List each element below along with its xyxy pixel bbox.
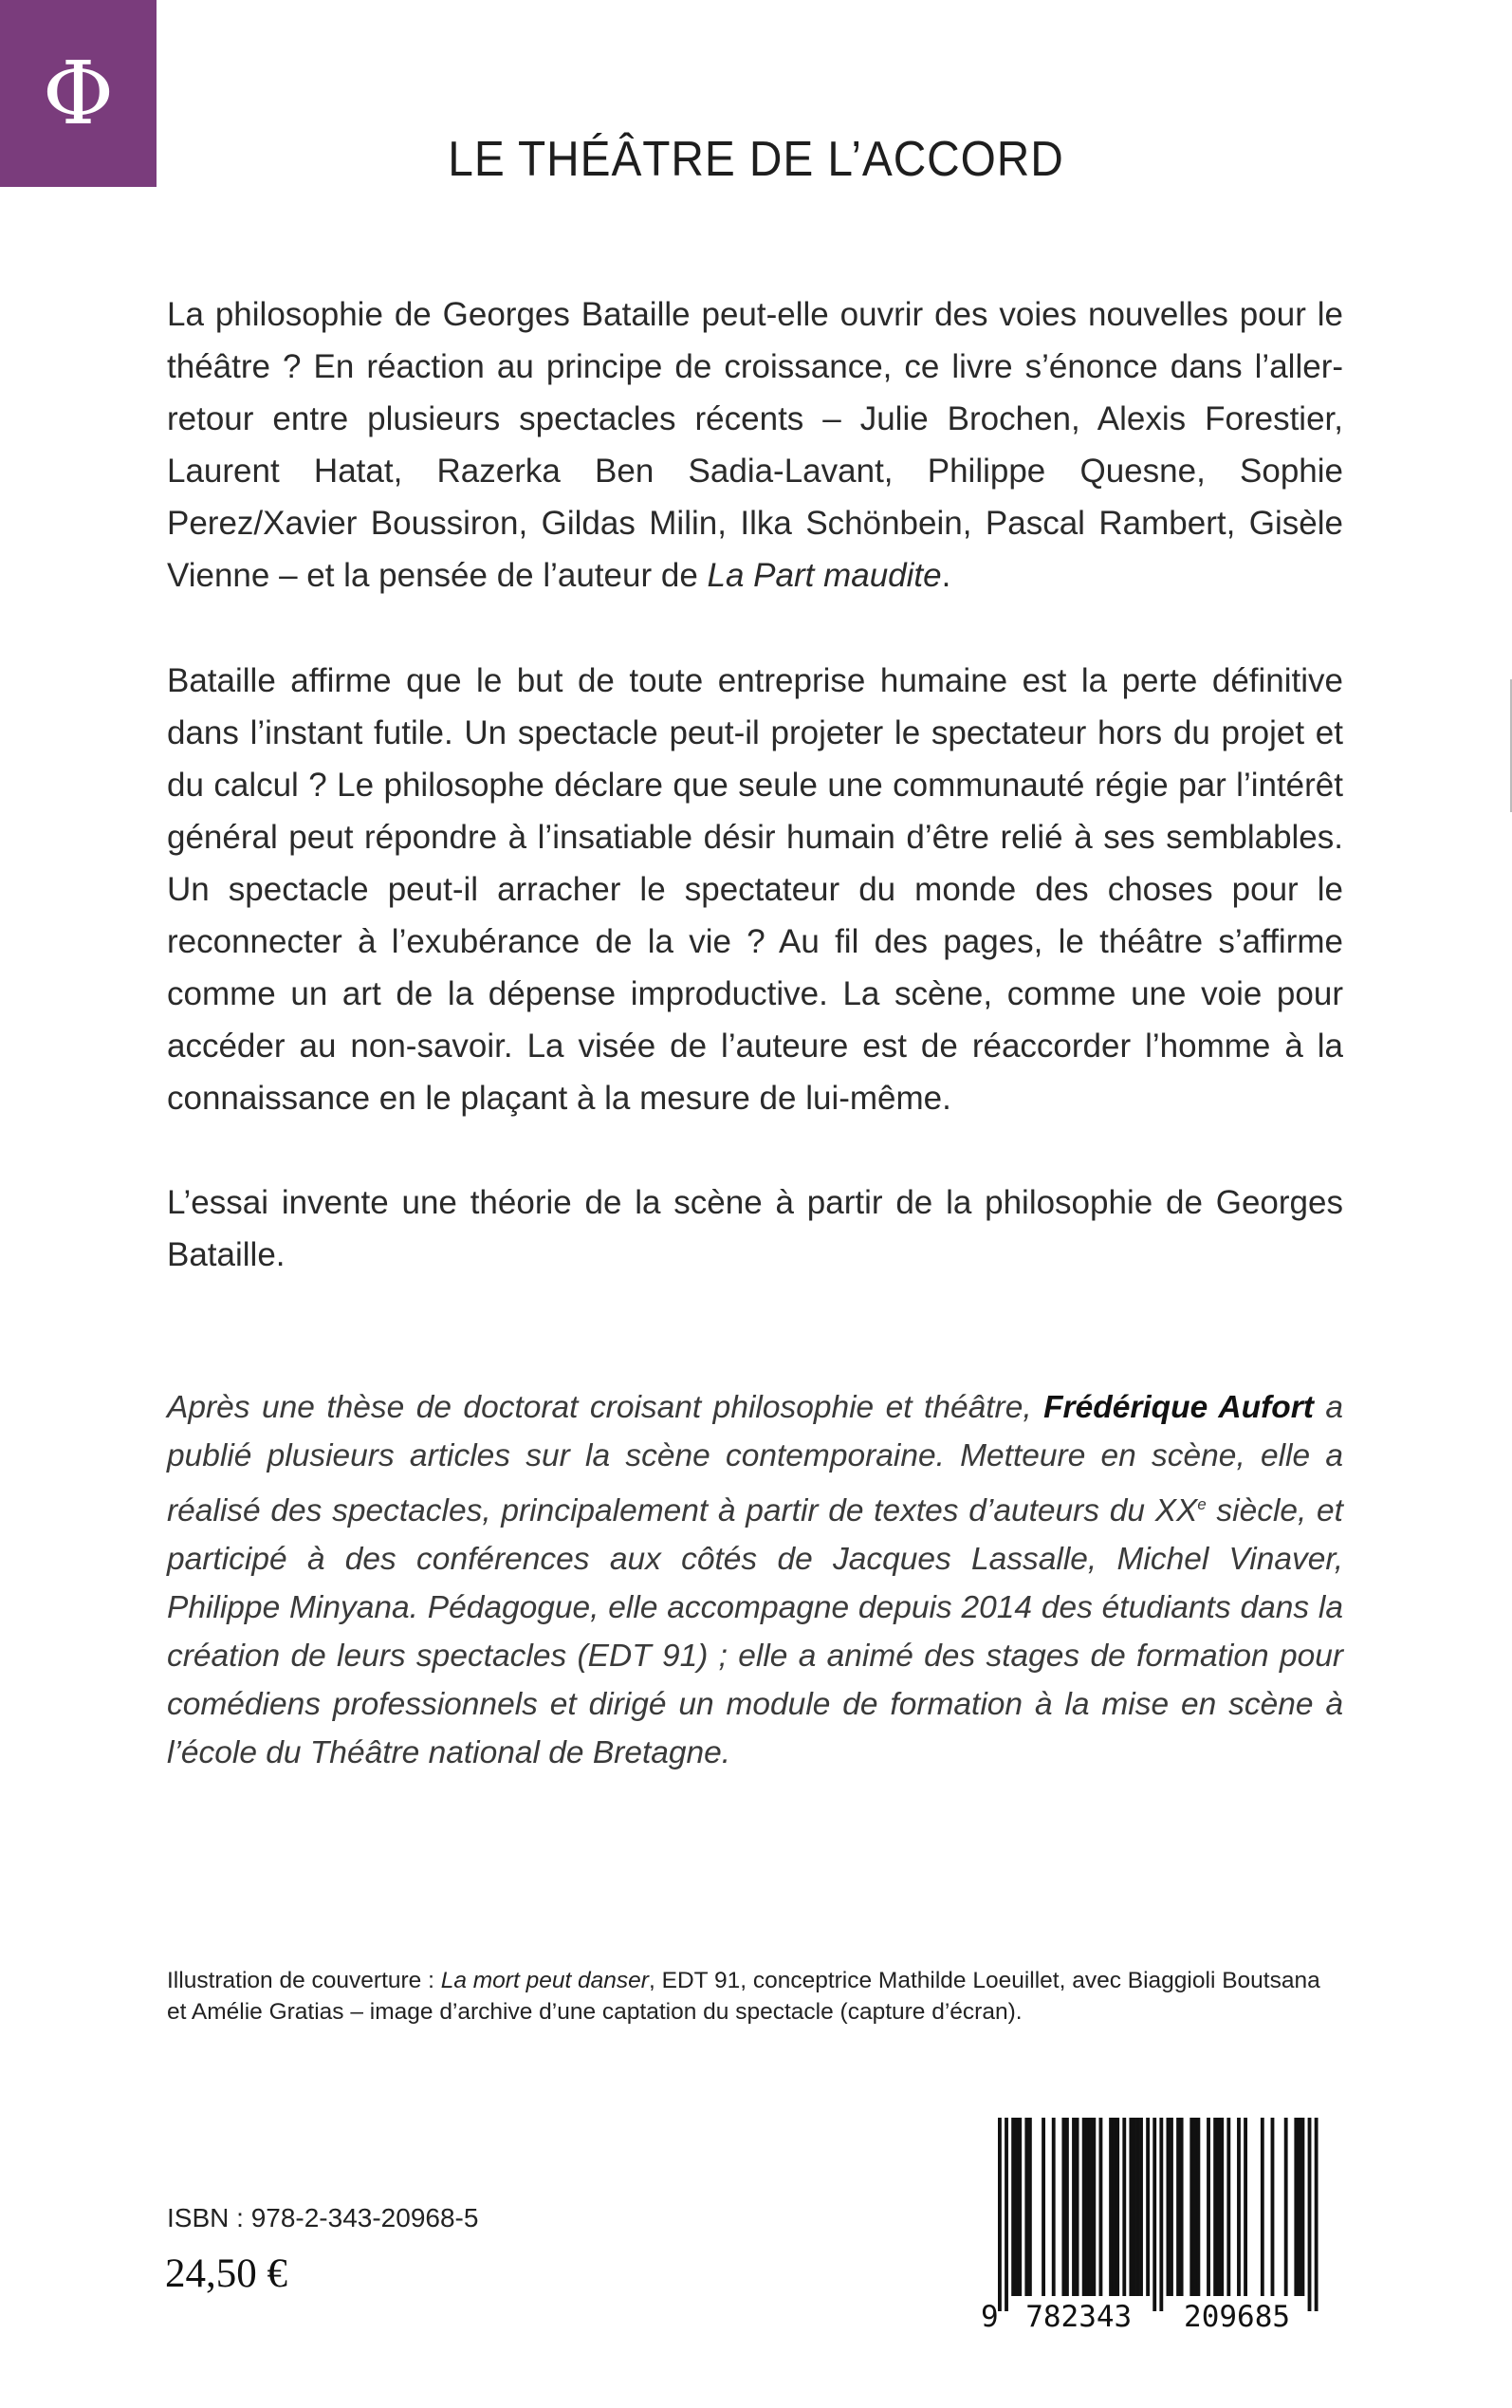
barcode-bar [1196,2118,1200,2296]
barcode-bar [1294,2118,1298,2296]
bio-part-1: a publié plusieurs articles sur la scène contemporaine. Metteure en scène, elle a réalisé des spectacles, principalement à partir de textes d’auteurs du XX [167,1390,1343,1529]
barcode-digits: 209685 [1184,2300,1291,2334]
summary-paragraph-1-text: La philosophie de Georges Bataille peut-elle ouvrir des voies nouvelles pour le théâtre ? En réaction au principe de croissance, ce livre s’énonce dans l’aller-retour entre plusieurs spectacles récents – Julie Brochen, Alexis Forestier, Laurent Hatat, Razerka Ben Sadia-Lavant, Philippe Quesne, Sophie Perez/Xavier Boussiron, Gildas Milin, Ilka Schönbein, Pascal Rambert, Gisèle Vienne – et la pensée de l’auteur de [167,296,1343,594]
barcode-bar [1018,2118,1022,2296]
barcode-bar [1271,2118,1275,2296]
publisher-logo [0,0,157,187]
barcode-bar [1024,2118,1028,2296]
book-title: LE THÉÂTRE DE L’ACCORD [448,132,1064,187]
barcode-bar [1133,2118,1136,2296]
barcode-digits: 782343 [1025,2300,1133,2334]
bio-part-2: siècle, et participé à des conférences aux côtés de Jacques Lassalle, Michel Vinaver, Philippe Minyana. Pédagogue, elle accompagne depuis 2014 des étudiants dans la création de leurs spectacles (EDT 91) ; elle a animé des stages de formation pour comédiens professionnels et dirigé un module de formation à la mise en scène à l’école du Théâtre national de Bretagne. [167,1493,1343,1771]
barcode-bar [1082,2118,1086,2296]
barcode-bar [1092,2118,1096,2296]
barcode-bar [998,2118,1002,2311]
barcode-bar [1193,2118,1197,2296]
barcode-bar [1113,2118,1116,2296]
barcode-bar [1015,2118,1019,2296]
barcode-bar [1042,2118,1045,2296]
barcode-bar [1146,2118,1150,2296]
barcode-bar [1085,2118,1089,2296]
summary-paragraph-1-italic: La Part maudite [707,557,942,594]
barcode-bar [1129,2118,1133,2296]
barcode-bar [1099,2118,1103,2296]
barcode-bar [1308,2118,1312,2311]
barcode-bar [1217,2118,1221,2296]
barcode-bar [1189,2118,1193,2296]
credit-title: La mort peut danser [440,1968,649,1993]
barcode-bar [1298,2118,1301,2296]
barcode-bar [1213,2118,1217,2296]
barcode-bar [1176,2118,1180,2296]
barcode-bar [1284,2118,1288,2296]
summary-paragraph-3: L’essai invente une théorie de la scène à partir de la philosophie de Georges Bataille. [167,1184,1343,1273]
barcode-bar [1061,2118,1065,2296]
isbn-label: ISBN : 978-2-343-20968-5 [167,2203,479,2232]
barcode-bar [1011,2118,1015,2296]
barcode [977,2106,1343,2334]
barcode-bar [1170,2118,1173,2296]
barcode-bar [1005,2118,1008,2311]
summary-paragraph-1-end: . [941,557,951,594]
barcode-bar [1089,2118,1093,2296]
barcode-bar [1207,2118,1210,2296]
barcode-bar [1116,2118,1119,2296]
summary-paragraph-1 [167,288,1343,602]
barcode-bar [1180,2118,1184,2296]
barcode-bar [1244,2118,1247,2296]
barcode-digits: 9 [981,2300,999,2334]
credit-rest: , EDT 91, conceptrice Mathilde Loeuillet, avec Biaggioli Boutsana et Amélie Gratias – image d’archive d’une captation du spectacle (capture d’écran). [167,1968,1320,2025]
barcode-bar [1226,2118,1230,2296]
bio-superscript: e [1197,1495,1207,1513]
barcode-bar [1072,2118,1076,2296]
barcode-bar [1028,2118,1032,2296]
barcode-bar [1152,2118,1156,2311]
barcode-bar [1076,2118,1079,2296]
barcode-bar [1220,2118,1224,2296]
barcode-bar [1167,2118,1171,2296]
summary-paragraph-2: Bataille affirme que le but de toute entreprise humaine est la perte définitive dans l’instant futile. Un spectacle peut-il projeter le spectateur hors du projet et du calcul ? Le philosophe déclare que seule une communauté régie par l’intérêt général peut répondre à l’insatiable désir humain d’être relié à ses semblables. Un spectacle peut-il arracher le spectateur du monde des choses pour le reconnecter à l’exubérance de la vie ? Au fil des pages, le théâtre s’affirme comme un art de la dépense improductive. La scène, comme une voie pour accéder au non-savoir. La visée de l’auteure est de réaccorder l’homme à la connaissance en le plaçant à la mesure de lui-même. [167,662,1343,1117]
cover-credit [167,1965,1343,2028]
barcode-bar [1159,2118,1163,2311]
barcode-bar [1122,2118,1126,2296]
author-bio [167,1383,1343,1777]
barcode-graphic [977,2106,1343,2334]
barcode-bar [1136,2118,1140,2296]
barcode-bar [1065,2118,1069,2296]
barcode-bar [1109,2118,1113,2296]
barcode-bar [1139,2118,1143,2296]
barcode-bar [1301,2118,1305,2296]
price-label: 24,50 € [165,2251,287,2296]
barcode-bar [1261,2118,1264,2296]
barcode-bar [1237,2118,1241,2296]
author-name: Frédérique Aufort [1043,1390,1314,1425]
bio-intro: Après une thèse de doctorat croisant philosophie et théâtre, [167,1390,1044,1425]
credit-prefix: Illustration de couverture : [167,1968,441,1993]
phi-icon: Φ [42,42,115,144]
barcode-bar [1315,2118,1318,2311]
barcode-bar [1052,2118,1056,2296]
